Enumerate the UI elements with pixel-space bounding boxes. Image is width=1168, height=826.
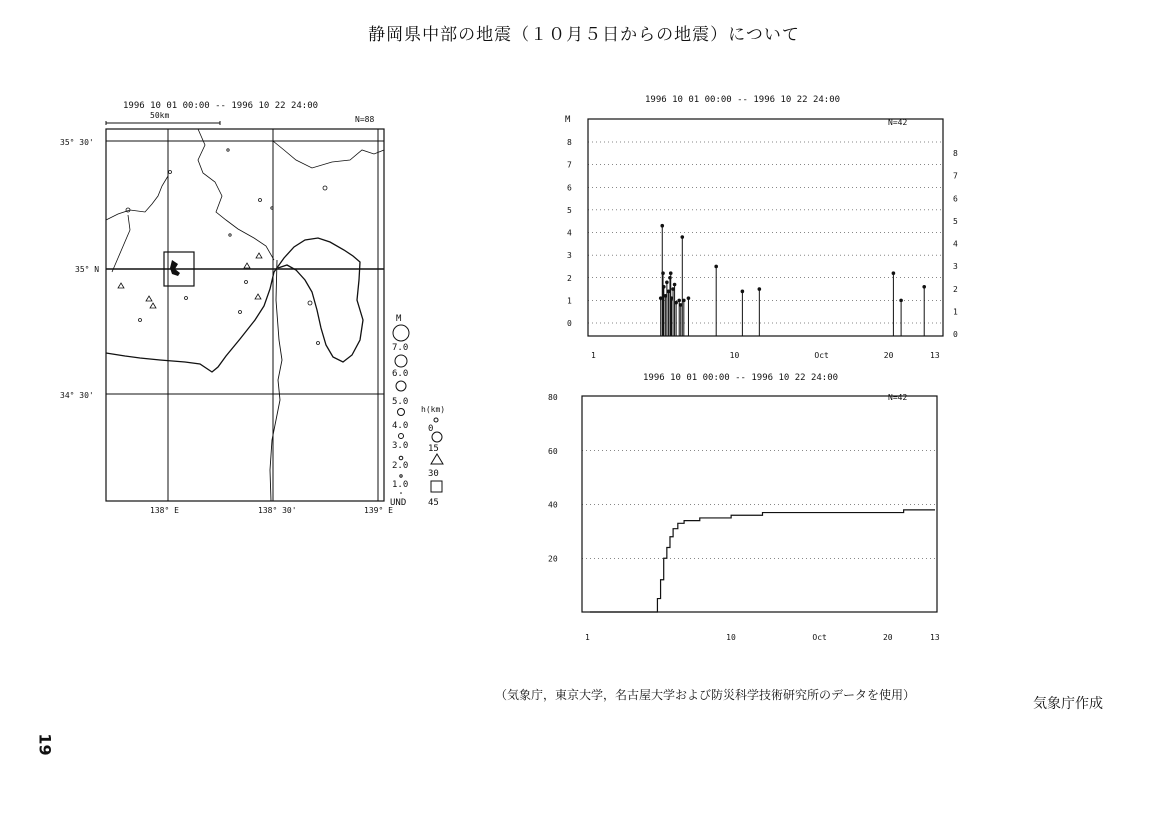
chart1-ylabel: M (565, 115, 571, 125)
x-tick-label: 10 (726, 633, 736, 642)
y-tick-right: 5 (953, 216, 958, 226)
y-tick-left: 0 (567, 319, 572, 328)
event-point (661, 271, 665, 275)
event-point (665, 280, 669, 284)
mag-symbol (400, 475, 402, 477)
y-tick: 20 (548, 554, 558, 564)
mag-symbol (398, 409, 405, 416)
map-epicenters (126, 149, 327, 345)
depth-legend-title: h(km) (421, 405, 446, 414)
epicenter (229, 234, 231, 236)
epicenter (271, 207, 273, 209)
epicenter (185, 297, 188, 300)
event-point (669, 271, 673, 275)
x-tick-label: 20 (882, 633, 893, 642)
lon-label-138-30: 138° 30' (258, 506, 297, 515)
map-depth-triangles (118, 253, 262, 308)
epicenter-triangle (146, 296, 152, 301)
epicenter-triangle (150, 303, 156, 308)
epicenter-triangle (256, 253, 262, 258)
lon-label-138: 138° E (150, 506, 179, 515)
mag-symbol (400, 492, 402, 494)
x-tick-label: Oct (814, 351, 829, 360)
y-tick-right: 6 (953, 194, 958, 204)
epicenter-triangle (255, 294, 261, 299)
depth-legend (421, 405, 445, 508)
depth-label: 0 (428, 424, 434, 434)
cumulative-step-line (590, 510, 935, 612)
page-title: 静岡県中部の地震（１０月５日からの地震）について (368, 25, 800, 45)
event-point (899, 299, 903, 303)
event-point (682, 299, 686, 303)
event-point (677, 299, 681, 303)
event-point (680, 235, 684, 239)
chart2-title: 1996 10 01 00:00 -- 1996 10 22 24:00 (643, 373, 839, 383)
y-tick-right: 4 (953, 239, 958, 249)
chart1-frame (588, 119, 943, 336)
prefecture-border-north (273, 141, 384, 168)
lat-label-35: 35° N (75, 265, 100, 274)
coastline (106, 272, 274, 372)
mag-symbol (396, 381, 406, 391)
epicenter (317, 342, 320, 345)
x-tick-label: Oct (812, 633, 827, 642)
x-tick-label: 20 (883, 351, 894, 360)
map-scale-label: 50km (150, 111, 170, 120)
epicenter (308, 301, 312, 305)
event-point (660, 224, 664, 228)
mag-label: UND (390, 498, 407, 508)
y-tick: 80 (548, 393, 558, 402)
event-point (687, 296, 691, 300)
mag-label: 7.0 (392, 343, 409, 353)
x-tick-label: 1 (585, 633, 590, 642)
map-period: 1996 10 01 00:00 -- 1996 10 22 24:00 (123, 101, 319, 111)
data-credit: （気象庁，東京大学，名古屋大学および防災科学技術研究所のデータを使用） (495, 688, 916, 702)
map-frame (106, 129, 384, 501)
y-tick: 60 (548, 446, 558, 456)
x-tick-label: 13 (930, 633, 940, 642)
epicenter-triangle (118, 283, 124, 288)
depth-symbol (431, 454, 443, 464)
depth-symbol (432, 432, 442, 442)
map-count: N=88 (355, 115, 375, 124)
depth-label: 45 (428, 498, 439, 508)
epicenter-cluster (170, 260, 180, 276)
chart1-gridlines (588, 142, 943, 323)
prefecture-border-west (198, 129, 274, 260)
event-point (741, 290, 745, 294)
event-point (922, 285, 926, 289)
prefecture-border-nw (106, 176, 168, 220)
x-tick-label: 13 (930, 351, 940, 360)
chart2-gridlines (582, 451, 937, 559)
chart2-count: N=42 (888, 393, 908, 402)
y-tick-right: 8 (953, 149, 958, 158)
epicenter (245, 281, 248, 284)
lat-label-35-30: 35° 30' (60, 138, 94, 147)
mag-symbol (399, 456, 403, 460)
lon-label-139: 139° E (364, 506, 393, 515)
mag-symbol (395, 355, 407, 367)
mag-label: 4.0 (392, 421, 409, 431)
mag-symbol (393, 325, 409, 341)
y-tick-right: 7 (953, 171, 958, 181)
y-tick-right: 2 (953, 284, 958, 294)
x-tick-label: 1 (591, 351, 596, 360)
y-tick-left: 7 (567, 160, 572, 170)
page-number: 19 (35, 733, 55, 756)
y-tick: 40 (548, 500, 558, 510)
y-tick-left: 5 (567, 205, 572, 215)
epicenter-map (60, 101, 445, 515)
chart1-title: 1996 10 01 00:00 -- 1996 10 22 24:00 (645, 95, 841, 105)
chart2-x-ticks (585, 633, 940, 642)
prefecture-border-sw (112, 215, 130, 272)
epicenter (323, 186, 327, 190)
epicenter (239, 311, 242, 314)
mag-label: 3.0 (392, 441, 409, 451)
chart2-frame (582, 396, 937, 612)
chart2-y-ticks (548, 393, 558, 563)
map-meridian-line (270, 260, 282, 501)
event-point (892, 271, 896, 275)
epicenter (227, 149, 229, 151)
y-tick-right: 0 (953, 330, 958, 339)
y-tick-left: 3 (567, 251, 572, 261)
chart1-stems (659, 224, 926, 336)
lat-label-34-30: 34° 30' (60, 391, 94, 400)
event-point (673, 283, 677, 287)
y-tick-left: 1 (567, 296, 572, 306)
cumulative-count-chart (548, 373, 940, 642)
chart1-y-ticks-right (953, 149, 958, 339)
magnitude-time-chart (565, 95, 958, 360)
mag-symbol (399, 434, 404, 439)
event-point (674, 301, 678, 305)
event-point (758, 287, 762, 291)
mag-legend-title: M (396, 314, 402, 324)
y-tick-left: 4 (567, 228, 572, 238)
y-tick-left: 8 (567, 138, 572, 147)
epicenter-triangle (244, 263, 250, 268)
map-scale-bar (106, 121, 220, 125)
author-label: 気象庁作成 (1033, 696, 1103, 712)
y-tick-right: 3 (953, 262, 958, 272)
y-tick-left: 6 (567, 183, 572, 193)
event-point (662, 285, 666, 289)
epicenter (169, 171, 172, 174)
epicenter (139, 319, 142, 322)
y-tick-left: 2 (567, 273, 572, 283)
mag-label: 2.0 (392, 461, 409, 471)
izu-peninsula-coast (274, 238, 363, 362)
depth-symbol (431, 481, 442, 492)
chart1-y-ticks-left (567, 138, 572, 328)
depth-label: 30 (428, 469, 439, 479)
depth-symbol (434, 418, 438, 422)
chart1-x-ticks (591, 351, 940, 360)
depth-label: 15 (428, 444, 439, 454)
x-tick-label: 10 (729, 351, 740, 360)
event-point (714, 265, 718, 269)
mag-label: 6.0 (392, 369, 409, 379)
mag-label: 5.0 (392, 397, 409, 407)
magnitude-legend (390, 314, 409, 508)
y-tick-right: 1 (953, 307, 958, 317)
epicenter (259, 199, 262, 202)
chart1-count: N=42 (888, 118, 908, 127)
mag-label: 1.0 (392, 480, 409, 490)
